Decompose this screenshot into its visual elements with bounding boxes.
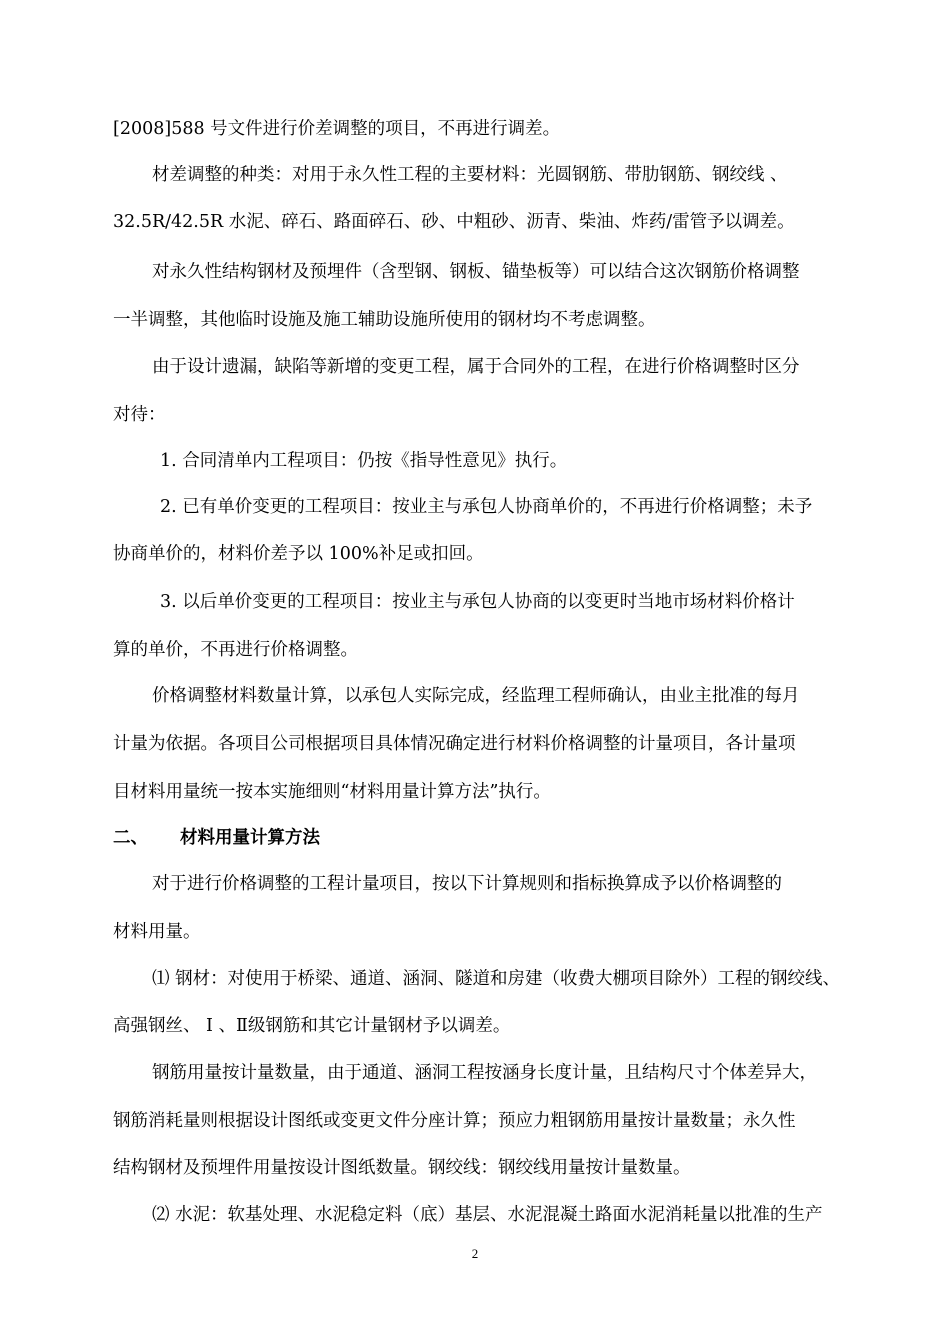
text-line: 对永久性结构钢材及预埋件（含型钢、钢板、锚垫板等）可以结合这次钢筋价格调整 [152, 262, 800, 282]
text-line: 材料用量。 [113, 922, 201, 942]
text-line: 一半调整，其他临时设施及施工辅助设施所使用的钢材均不考虑调整。 [113, 310, 656, 330]
text-line: 32.5R/42.5R 水泥、碎石、路面碎石、砂、中粗砂、沥青、柴油、炸药/雷管予以调差。 [113, 212, 795, 232]
text-line: 目材料用量统一按本实施细则“材料用量计算方法”执行。 [113, 782, 551, 802]
text-line: 由于设计遗漏，缺陷等新增的变更工程，属于合同外的工程，在进行价格调整时区分 [152, 357, 800, 377]
list-item: 1. 合同清单内工程项目：仍按《指导性意见》执行。 [160, 451, 568, 471]
text-line: 价格调整材料数量计算，以承包人实际完成，经监理工程师确认，由业主批准的每月 [152, 686, 800, 706]
text-line: 对待： [113, 405, 166, 425]
text-line: 对于进行价格调整的工程计量项目，按以下计算规则和指标换算成予以价格调整的 [152, 874, 782, 894]
list-item: 3. 以后单价变更的工程项目：按业主与承包人协商的以变更时当地市场材料价格计 [160, 592, 795, 612]
section-number: 二、 [113, 828, 148, 848]
text-line: [2008]588 号文件进行价差调整的项目，不再进行调差。 [113, 119, 561, 139]
page-number: 2 [471, 1246, 479, 1261]
section-title: 材料用量计算方法 [180, 828, 320, 848]
text-line: 协商单价的，材料价差予以 100%补足或扣回。 [113, 544, 484, 564]
text-line: 钢筋用量按计量数量，由于通道、涵洞工程按涵身长度计量，且结构尺寸个体差异大， [152, 1063, 817, 1083]
text-line: 高强钢丝、 Ⅰ 、Ⅱ级钢筋和其它计量钢材予以调差。 [113, 1016, 511, 1036]
text-line: 材差调整的种类：对用于永久性工程的主要材料：光圆钢筋、带肋钢筋、钢绞线 、 [152, 165, 788, 185]
text-line: ⑵ 水泥：软基处理、水泥稳定料（底）基层、水泥混凝土路面水泥消耗量以批准的生产 [152, 1205, 823, 1225]
text-line: 钢筋消耗量则根据设计图纸或变更文件分座计算；预应力粗钢筋用量按计量数量；永久性 [113, 1111, 796, 1131]
list-item: 2. 已有单价变更的工程项目：按业主与承包人协商单价的，不再进行价格调整；未予 [160, 497, 813, 517]
text-line: 计量为依据。各项目公司根据项目具体情况确定进行材料价格调整的计量项目，各计量项 [113, 734, 796, 754]
text-line: 算的单价，不再进行价格调整。 [113, 640, 358, 660]
text-line: ⑴ 钢材：对使用于桥梁、通道、涵洞、隧道和房建（收费大棚项目除外）工程的钢绞线、 [152, 969, 841, 989]
text-line: 结构钢材及预埋件用量按设计图纸数量。钢绞线：钢绞线用量按计量数量。 [113, 1158, 691, 1178]
